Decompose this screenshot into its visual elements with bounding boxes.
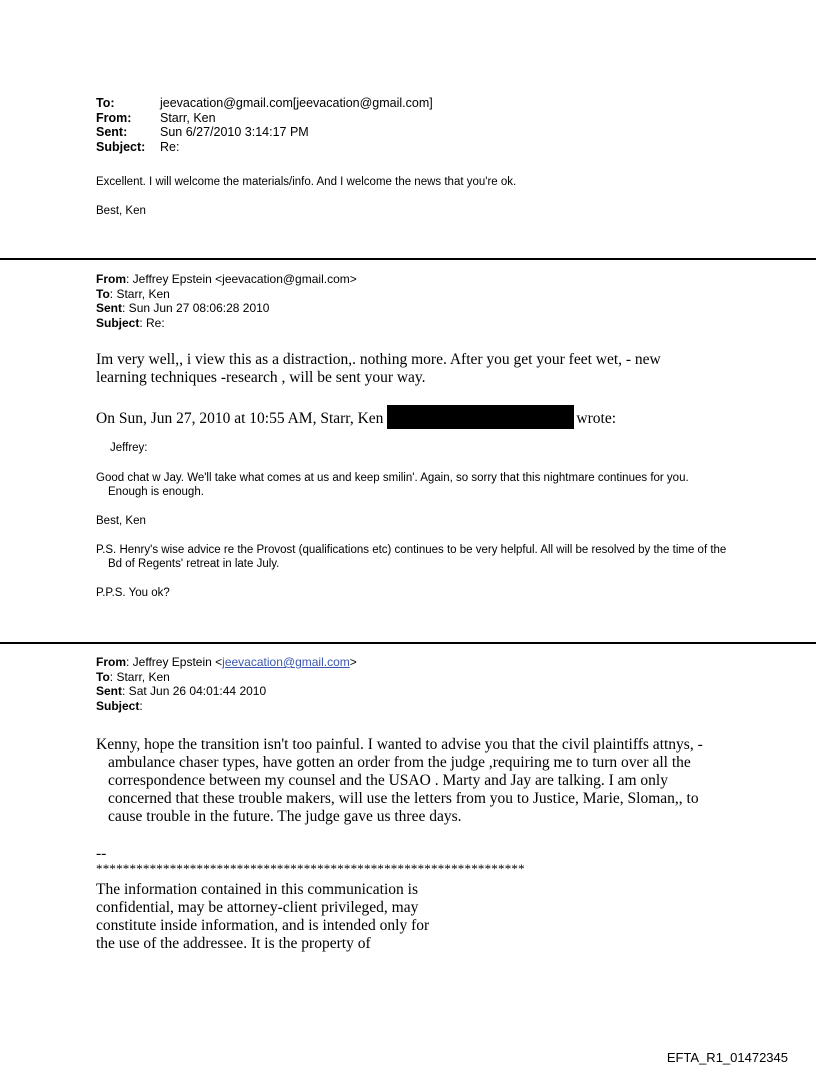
email1-signoff: Best, Ken	[96, 205, 146, 217]
sent-value: Sun 6/27/2010 3:14:17 PM	[160, 125, 309, 139]
email3-body: Kenny, hope the transition isn't too painful. I wanted to advise you that the civil plaintiffs attnys, - ambulance chaser types, have gotten an order from the judge ,requiring me to turn over all the correspondence between my counsel and the USAO . Marty and Jay are talking. I am only concerned that these trouble makers, will use the letters from you to Justice, Marie, Sloman,, to cause trouble in the future. The judge gave us three days.	[96, 736, 703, 825]
disclaimer	[96, 881, 429, 953]
email1-body: Excellent. I will welcome the materials/info. And I welcome the news that you're ok.	[96, 176, 517, 188]
from-label: From	[96, 655, 126, 669]
email2-header	[96, 272, 357, 330]
disclaimer-line: the use of the addressee. It is the property of	[96, 935, 371, 952]
quote-ps: P.S. Henry's wise advice re the Provost (qualifications etc) continues to be very helpful. All will be resolved by the time of the Bd of Regents' retreat in late July.	[96, 544, 727, 570]
from-prefix: : Jeffrey Epstein <	[126, 655, 223, 669]
quote-intro-wrote: wrote:	[576, 410, 617, 427]
from-label: From:	[96, 110, 132, 125]
sent-label: Sent	[96, 684, 123, 698]
sent-value: : Sat Jun 26 04:01:44 2010	[122, 684, 267, 698]
subject-label: Subject	[96, 315, 140, 330]
from-value: : Jeffrey Epstein <jeevacation@gmail.com>	[126, 272, 357, 286]
subject-value: : Re:	[139, 315, 165, 330]
from-value: Starr, Ken	[160, 110, 216, 125]
quote-paragraph: Good chat w Jay. We'll take what comes at us and keep smilin'. Again, so sorry that this nightmare continues for you. Enough is enough.	[96, 472, 689, 498]
redaction-bar	[387, 405, 574, 429]
signature-stars: ****************************************************************	[96, 861, 525, 876]
disclaimer-line: The information contained in this communication is	[96, 881, 418, 898]
divider	[0, 642, 816, 644]
document-id: EFTA_R1_01472345	[666, 1050, 788, 1065]
disclaimer-line: confidential, may be attorney-client privileged, may	[96, 899, 419, 916]
email2-body	[96, 351, 661, 387]
subject-label: Subject	[96, 698, 140, 713]
signature-dashes: --	[96, 845, 107, 862]
sent-value: : Sun Jun 27 08:06:28 2010	[122, 301, 270, 315]
quote-signoff: Best, Ken	[96, 515, 146, 527]
email-link[interactable]: jeevacation@gmail.com	[222, 655, 350, 669]
to-label: To:	[96, 96, 115, 110]
to-value: jeevacation@gmail.com[jeevacation@gmail.com]	[160, 96, 433, 110]
quote-greeting: Jeffrey:	[110, 442, 148, 454]
email3-header	[96, 655, 357, 713]
to-value: : Starr, Ken	[109, 669, 170, 684]
to-label: To	[96, 286, 110, 301]
sent-label: Sent	[96, 301, 123, 315]
body-line: learning techniques -research , will be sent your way.	[96, 369, 426, 386]
subject-value: Re:	[160, 139, 180, 154]
sent-label: Sent:	[96, 125, 128, 139]
quote-pps: P.P.S. You ok?	[96, 587, 170, 599]
from-label: From	[96, 272, 126, 286]
to-label: To	[96, 669, 110, 684]
email1-header	[96, 96, 433, 154]
quote-intro-text: On Sun, Jun 27, 2010 at 10:55 AM, Starr, Ken	[96, 410, 384, 427]
to-value: : Starr, Ken	[109, 286, 170, 301]
from-suffix: >	[349, 655, 357, 669]
subject-value: :	[139, 698, 143, 713]
quote-intro	[96, 405, 616, 429]
divider	[0, 258, 816, 260]
subject-label: Subject:	[96, 139, 146, 154]
disclaimer-line: constitute inside information, and is intended only for	[96, 917, 430, 934]
body-line: Im very well,, i view this as a distraction,. nothing more. After you get your feet wet, - new	[96, 351, 661, 368]
